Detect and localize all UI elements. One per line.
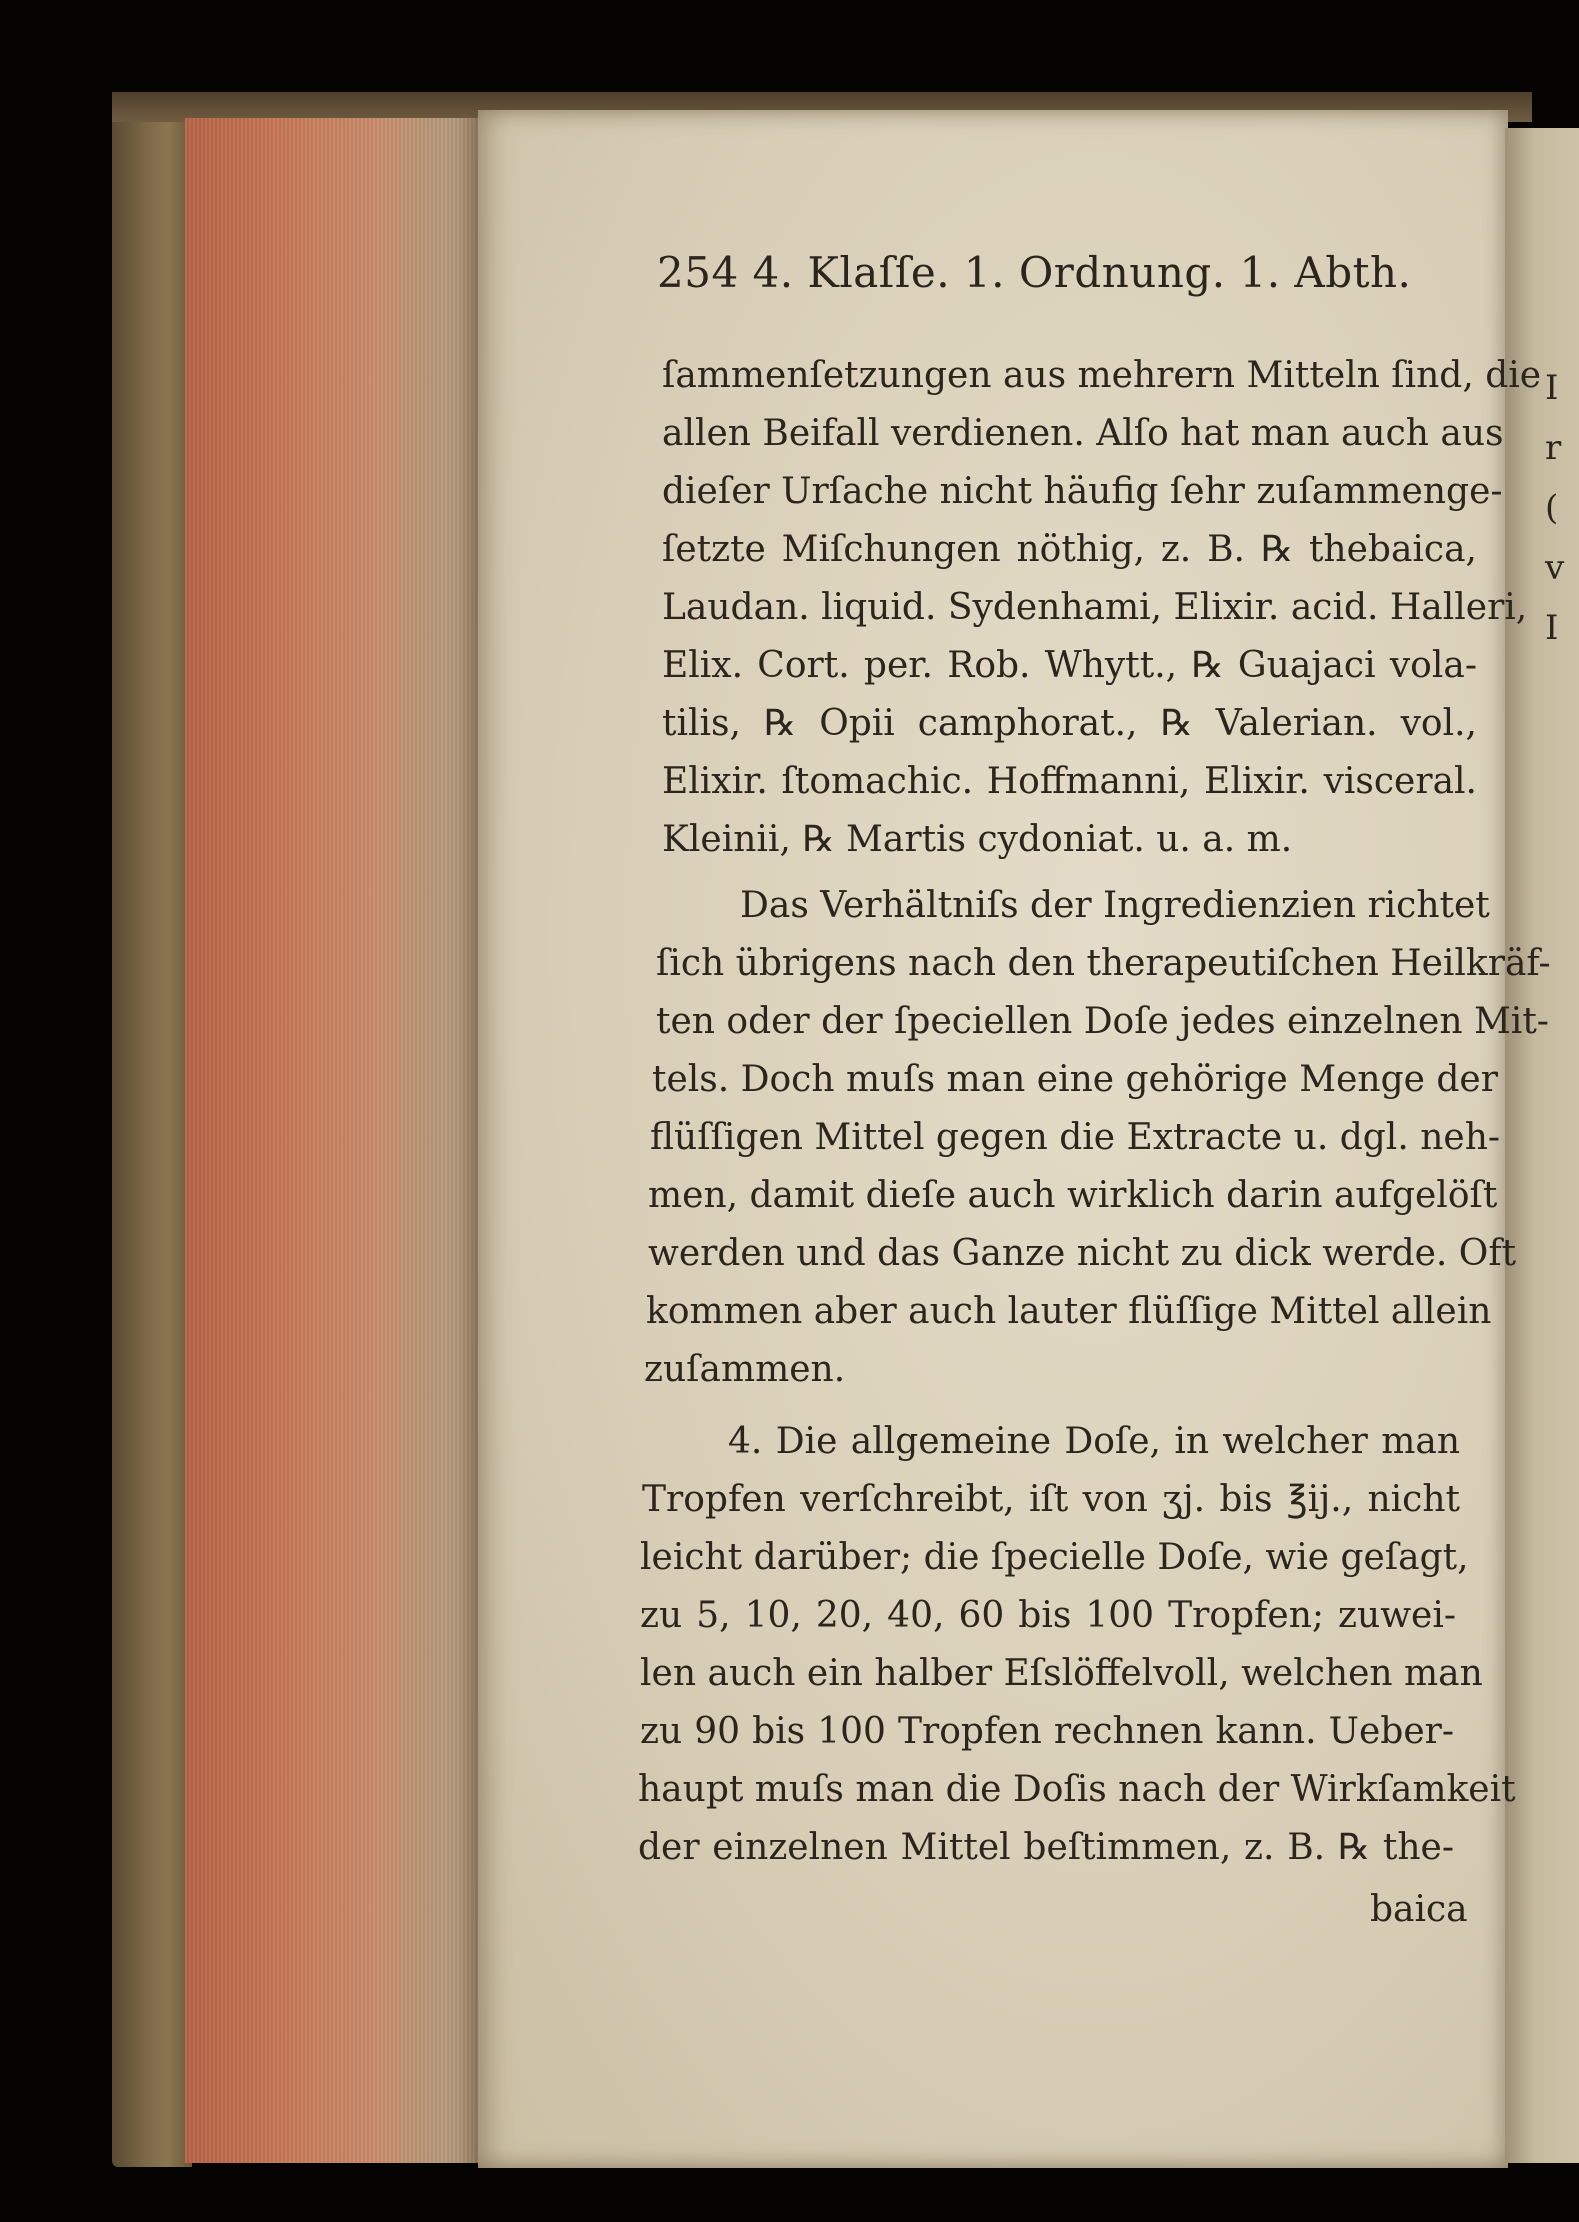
text-line: ſich übrigens nach den therapeutiſchen Heilkräf- <box>656 943 1551 984</box>
next-page-fragment: v <box>1545 548 1565 588</box>
text-line: Kleinii, ℞ Martis cydoniat. u. a. m. <box>662 819 1293 860</box>
text-line: zuſammen. <box>644 1349 846 1390</box>
text-line: allen Beifall verdienen. Alſo hat man auch aus <box>662 413 1504 454</box>
text-line: Elixir. ſtomachic. Hoffmanni, Elixir. visceral. <box>662 761 1477 802</box>
text-line: kommen aber auch lauter flüſſige Mittel allein <box>646 1291 1492 1332</box>
next-page-fragment: I <box>1545 608 1559 648</box>
text-line: len auch ein halber Eſslöffelvoll, welchen man <box>640 1653 1483 1694</box>
text-line: 4. Die allgemeine Doſe, in welcher man <box>728 1421 1460 1462</box>
text-line: men, damit dieſe auch wirklich darin aufgelöſt <box>648 1175 1498 1216</box>
text-line: ſetzte Miſchungen nöthig, z. B. ℞ thebaica, <box>662 529 1477 570</box>
next-page-fragment: r <box>1545 428 1562 468</box>
text-line: Elix. Cort. per. Rob. Whytt., ℞ Guajaci vola- <box>662 645 1477 686</box>
text-line: tels. Doch muſs man eine gehörige Menge der <box>652 1059 1498 1100</box>
text-line: Laudan. liquid. Sydenhami, Elixir. acid. Halleri, <box>662 587 1528 628</box>
text-line: Tropfen verſchreibt, iſt von ʒj. bis ℥ij., nicht <box>642 1479 1460 1520</box>
text-line: zu 90 bis 100 Tropfen rechnen kann. Ueber- <box>640 1711 1454 1752</box>
text-line: ſammenſetzungen aus mehrern Mitteln ſind, die <box>662 355 1542 396</box>
text-line: haupt muſs man die Doſis nach der Wirkſamkeit <box>638 1769 1516 1810</box>
text-line: Das Verhältniſs der Ingredienzien richtet <box>740 885 1490 926</box>
text-line: ten oder der ſpeciellen Doſe jedes einzelnen Mit- <box>656 1001 1549 1042</box>
text-line: der einzelnen Mittel beſtimmen, z. B. ℞ the- <box>638 1827 1454 1868</box>
catchword: baica <box>1370 1889 1468 1930</box>
next-page-fragment: I <box>1545 368 1559 408</box>
text-line: leicht darüber; die ſpecielle Doſe, wie geſagt, <box>640 1537 1469 1578</box>
text-line: flüſſigen Mittel gegen die Extracte u. dgl. neh- <box>650 1117 1501 1158</box>
next-page-fragment: ( <box>1545 488 1559 528</box>
text-line: zu 5, 10, 20, 40, 60 bis 100 Tropfen; zuwei- <box>640 1595 1456 1636</box>
text-line: werden und das Ganze nicht zu dick werde. Oft <box>648 1233 1517 1274</box>
running-header: 254 4. Klaſſe. 1. Ordnung. 1. Abth. <box>657 248 1412 297</box>
text-line: dieſer Urſache nicht häufig ſehr zuſammenge- <box>662 471 1503 512</box>
text-line: tilis, ℞ Opii camphorat., ℞ Valerian. vol., <box>662 703 1477 744</box>
